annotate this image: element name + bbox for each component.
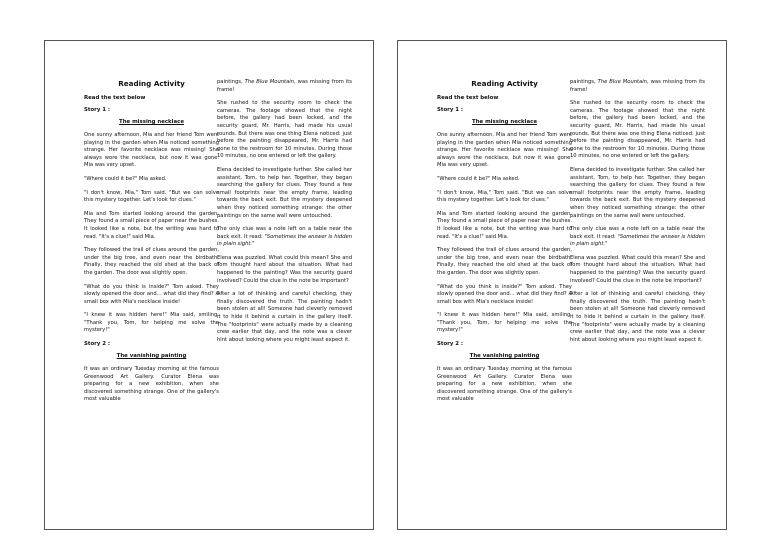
story-2-paragraph: She rushed to the security room to check the cameras. The footage showed that the night before, the gallery had been locked, and the security guard, Mr. Harris, had made his usual rounds. But there was one thing Elena noticed: just before the painting disappeared, Mr. Harris had gone to the restroom for 10 minutes. During those 10 minutes, no one entered or left the gallery. bbox=[570, 100, 705, 160]
story-1-paragraph: "What do you think is inside?" Tom asked. They slowly opened the door and... what did they find? A small box with Mia's necklace inside! bbox=[84, 283, 219, 305]
text-run: paintings, bbox=[217, 79, 245, 85]
story-2-title: The vanishing painting bbox=[116, 353, 187, 360]
story-1-title: The missing necklace bbox=[472, 119, 537, 125]
story-2-paragraph: It was an ordinary Tuesday morning at the famous Greenwood Art Gallery. Curator Elena was preparing for a new exhibition, when she discovered something strange. One of the gallery's most valuable bbox=[437, 366, 572, 403]
text-run: The only clue was a note left on a table near the back exit. It read: bbox=[217, 226, 352, 240]
story-2-paragraph: Elena was puzzled. What could this mean? She and Tom thought hard about the situation. What had happened to the painting? Was the security guard involved? Could the clue in the note be important? bbox=[217, 254, 352, 284]
story-2-paragraph: She rushed to the security room to check the cameras. The footage showed that the night before, the gallery had been locked, and the security guard, Mr. Harris, had made his usual rounds. But there was one thing Elena noticed: just before the painting disappeared, Mr. Harris had gone to the restroom for 10 minutes. During those 10 minutes, no one entered or left the gallery. bbox=[217, 100, 352, 160]
text-run: , was missing from its frame! bbox=[570, 79, 706, 93]
story-2-paragraph-continued bbox=[570, 79, 705, 94]
text-run: , was missing from its frame! bbox=[217, 79, 353, 93]
story-1-label: Story 1 : bbox=[84, 107, 110, 113]
story-1-paragraph: "I don't know, Mia," Tom said. "But we can solve this mystery together. Let's look for clues." bbox=[437, 189, 572, 204]
right-column bbox=[570, 79, 705, 350]
story-2-paragraph: After a lot of thinking and careful checking, they finally discovered the truth. The painting hadn't been stolen at all! Someone had cleverly removed it to hide it behind a curtain in the gallery itself. The "footprints" were actually made by a cleaning crew earlier that day, and the note was a clever hint about looking where you might least expect it. bbox=[570, 291, 705, 343]
instruction: Read the text below bbox=[84, 95, 146, 101]
story-1-paragraph: Mia and Tom started looking around the garden. They found a small piece of paper near the bushes. It looked like a note, but the writing was hard to read. "It's a clue!" said Mia. bbox=[437, 210, 572, 240]
story-2-paragraph bbox=[217, 226, 352, 249]
story-1-paragraph: "What do you think is inside?" Tom asked. They slowly opened the door and... what did they find? A small box with Mia's necklace inside! bbox=[437, 283, 572, 305]
painting-title: The Blue Mountain bbox=[597, 79, 647, 85]
story-1-paragraph: One sunny afternoon, Mia and her friend Tom were playing in the garden when Mia noticed something strange. Her favorite necklace was missing! She always wore the necklace, but now it was gone. Mia was very upset. bbox=[84, 132, 219, 169]
story-1-paragraph: "Where could it be?" Mia asked. bbox=[437, 175, 520, 182]
story-2-title: The vanishing painting bbox=[469, 353, 540, 360]
text-run: paintings, bbox=[570, 79, 598, 85]
story-1-paragraph: "I don't know, Mia," Tom said. "But we can solve this mystery together. Let's look for clues." bbox=[84, 189, 219, 204]
page-title: Reading Activity bbox=[118, 79, 185, 88]
left-column bbox=[437, 79, 572, 410]
story-2-label: Story 2 : bbox=[84, 341, 110, 348]
left-column bbox=[84, 79, 219, 410]
story-1-paragraph: Mia and Tom started looking around the garden. They found a small piece of paper near the bushes. It looked like a note, but the writing was hard to read. "It's a clue!" said Mia. bbox=[84, 210, 219, 240]
document-page-2 bbox=[397, 40, 727, 530]
note-quote: "Sometimes the answer is hidden in plain sight." bbox=[570, 233, 705, 248]
story-1-paragraph: One sunny afternoon, Mia and her friend Tom were playing in the garden when Mia noticed something strange. Her favorite necklace was missing! She always wore the necklace, but now it was gone. Mia was very upset. bbox=[437, 132, 572, 169]
story-1-paragraph: "Where could it be?" Mia asked. bbox=[84, 175, 167, 182]
text-run: The only clue was a note left on a table near the back exit. It read: bbox=[570, 226, 705, 240]
painting-title: The Blue Mountain bbox=[244, 79, 294, 85]
story-1-paragraph: They followed the trail of clues around the garden, under the big tree, and even near the birdbath. Finally, they reached the old shed at the back of the garden. The door was slightly open. bbox=[84, 247, 219, 276]
note-quote: "Sometimes the answer is hidden in plain sight." bbox=[217, 233, 352, 248]
story-1-paragraph: "I knew it was hidden here!" Mia said, smiling. "Thank you, Tom, for helping me solve the mystery!" bbox=[84, 312, 219, 334]
story-1-title: The missing necklace bbox=[119, 119, 184, 125]
story-2-paragraph: Elena was puzzled. What could this mean? She and Tom thought hard about the situation. What had happened to the painting? Was the security guard involved? Could the clue in the note be important? bbox=[570, 254, 705, 284]
right-column bbox=[217, 79, 352, 350]
story-1-paragraph: "I knew it was hidden here!" Mia said, smiling. "Thank you, Tom, for helping me solve the mystery!" bbox=[437, 312, 572, 334]
story-2-paragraph: Elena decided to investigate further. She called her assistant, Tom, to help her. Together, they began searching the gallery for clues. They found a few small footprints near the empty frame, leading towards the back exit. But the mystery deepened when they noticed something strange: the other paintings on the same wall were untouched. bbox=[217, 166, 352, 219]
instruction: Read the text below bbox=[437, 95, 499, 101]
story-2-paragraph-continued bbox=[217, 79, 352, 94]
story-2-paragraph: It was an ordinary Tuesday morning at the famous Greenwood Art Gallery. Curator Elena was preparing for a new exhibition, when she discovered something strange. One of the gallery's most valuable bbox=[84, 366, 219, 403]
story-2-label: Story 2 : bbox=[437, 341, 463, 348]
story-2-paragraph: Elena decided to investigate further. She called her assistant, Tom, to help her. Together, they began searching the gallery for clues. They found a few small footprints near the empty frame, leading towards the back exit. But the mystery deepened when they noticed something strange: the other paintings on the same wall were untouched. bbox=[570, 166, 705, 219]
page-title: Reading Activity bbox=[471, 79, 538, 88]
story-2-paragraph: After a lot of thinking and careful checking, they finally discovered the truth. The painting hadn't been stolen at all! Someone had cleverly removed it to hide it behind a curtain in the gallery itself. The "footprints" were actually made by a cleaning crew earlier that day, and the note was a clever hint about looking where you might least expect it. bbox=[217, 291, 352, 343]
story-2-paragraph bbox=[570, 226, 705, 249]
story-1-paragraph: They followed the trail of clues around the garden, under the big tree, and even near the birdbath. Finally, they reached the old shed at the back of the garden. The door was slightly open. bbox=[437, 247, 572, 276]
document-page-1 bbox=[44, 40, 374, 530]
story-1-label: Story 1 : bbox=[437, 107, 463, 113]
